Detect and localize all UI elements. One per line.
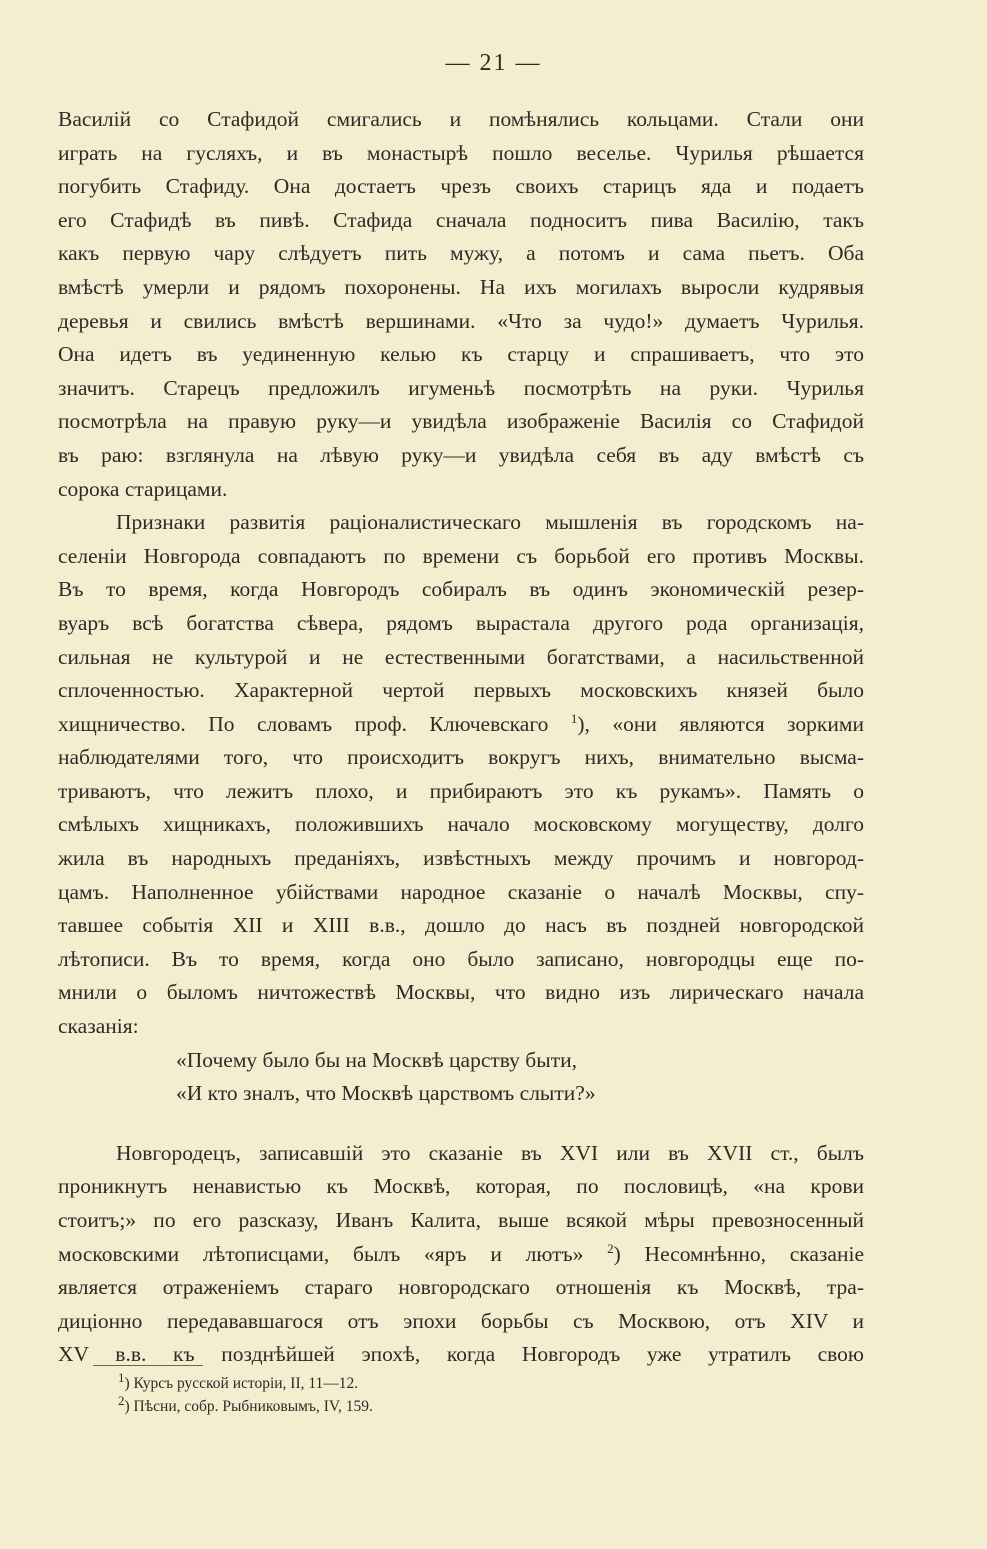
text-line: Василій со Стафидой смигались и помѣнялись кольцами. Стали они [58,107,864,131]
text-segment: ) Несомнѣнно, сказаніе [613,1241,864,1266]
text-line: деревья и свились вмѣстѣ вершинами. «Что за чудо!» думаетъ Чурилья. [58,308,864,333]
text-line: жила въ народныхъ преданіяхъ, извѣстныхъ между прочимъ и новгород- [58,846,864,871]
text-line: тавшее событія XII и XIII в.в., дошло до насъ въ поздней новгородской [58,913,864,938]
footnote-ref-2[interactable]: 2 [607,1240,614,1256]
footnote-text: ) Пѣсни, собр. Рыбниковымъ, IV, 159. [124,1398,373,1415]
text-line: вмѣстѣ умерли и рядомъ похоронены. На ихъ могилахъ выросли кудрявыя [58,274,864,299]
text-line: Признаки развитія раціоналистическаго мышленія въ городскомъ на- [116,510,864,535]
verse-quote [58,1044,864,1111]
paragraph-1 [58,103,864,506]
text-line: XV в.в. къ позднѣйшей эпохѣ, когда Новгородъ уже утратилъ свою [58,1342,864,1367]
text-line: триваютъ, что лежитъ плохо, и прибираютъ это къ рукамъ». Память о [58,778,864,803]
text-segment: московскими лѣтописцами, былъ «яръ и лютъ» [58,1241,584,1266]
text-line: значитъ. Старецъ предложилъ игуменьѣ посмотрѣть на руки. Чурилья [58,375,864,400]
footnote-ref-1[interactable]: 1 [570,710,578,726]
text-line: смѣлыхъ хищникахъ, положившихъ начало московскому могуществу, долго [58,812,864,837]
text-segment: ), «они являются зоркими [577,711,864,736]
paragraph-2 [58,506,864,1044]
paragraph-3 [58,1137,864,1372]
text-line: сильная не культурой и не естественными богатствами, а насильственной [58,644,864,669]
text-line: сказанія: [58,1014,139,1039]
text-line: стоитъ;» по его разсказу, Иванъ Калита, выше всякой мѣры превозносенный [58,1208,864,1232]
text-line: въ раю: взглянула на лѣвую руку—и увидѣла себя въ аду вмѣстѣ съ [58,442,864,467]
text-line: цамъ. Наполненное убійствами народное сказаніе о началѣ Москвы, спу- [58,879,864,904]
text-line: погубить Стафиду. Она достаетъ чрезъ своихъ старицъ яда и подаетъ [58,174,864,199]
text-line: Она идетъ въ уединенную келью къ старцу и спрашиваетъ, что это [58,342,864,367]
text-line-with-footnote [58,708,864,742]
text-line: Въ то время, когда Новгородъ собиралъ въ одинъ экономическій резер- [58,577,864,602]
text-line: сплоченностью. Характерной чертой первыхъ московскихъ князей было [58,678,864,703]
text-line: является отраженіемъ стараго новгородскаго отношенія къ Москвѣ, тра- [58,1275,864,1300]
verse-line: «Почему было бы на Москвѣ царству быти, [176,1047,577,1072]
text-line: лѣтописи. Въ то время, когда оно было записано, новгородцы еще по- [58,946,864,971]
paragraph-spacer [58,1111,864,1137]
footnote-text: ) Курсъ русской исторіи, II, 11—12. [124,1375,359,1392]
text-line: диціонно передававшагося отъ эпохи борьбы съ Москвою, отъ XIV и [58,1308,864,1333]
verse-line: «И кто зналъ, что Москвѣ царствомъ слыти?» [176,1081,596,1106]
text-line: играть на гусляхъ, и въ монастырѣ пошло веселье. Чурилья рѣшается [58,140,864,165]
footnote-divider [93,1365,203,1366]
page-number: — 21 — [445,50,542,76]
text-line: Новгородецъ, записавшій это сказаніе въ XVI или въ XVII ст., былъ [116,1140,864,1165]
footnote-mark: 1 [118,1369,125,1385]
text-line: его Стафидѣ въ пивѣ. Стафида сначала подноситъ пива Василію, такъ [58,207,864,232]
text-line: сорока старицами. [58,476,228,501]
footnote-mark: 2 [118,1392,125,1408]
text-line: какъ первую чару слѣдуетъ пить мужу, а потомъ и сама пьетъ. Оба [58,241,864,266]
footnote-2 [118,1392,373,1418]
text-line: мнили о быломъ ничтожествѣ Москвы, что видно изъ лирическаго начала [58,980,864,1005]
footnotes [118,1369,373,1418]
text-line: вуаръ всѣ богатства сѣвера, рядомъ вырастала другого рода организація, [58,610,864,635]
text-line: посмотрѣла на правую руку—и увидѣла изображеніе Василія со Стафидой [58,409,864,434]
body-text [58,103,864,1372]
text-segment: хищничество. По словамъ проф. Ключевскаго [58,711,549,736]
text-line-with-footnote [58,1238,864,1272]
footnote-1 [118,1369,373,1395]
text-line: селеніи Новгорода совпадаютъ по времени съ борьбой его противъ Москвы. [58,543,864,568]
text-line: наблюдателями того, что происходитъ вокругъ нихъ, внимательно высма- [58,745,864,770]
text-line: проникнутъ ненавистью къ Москвѣ, которая, по пословицѣ, «на крови [58,1174,864,1199]
